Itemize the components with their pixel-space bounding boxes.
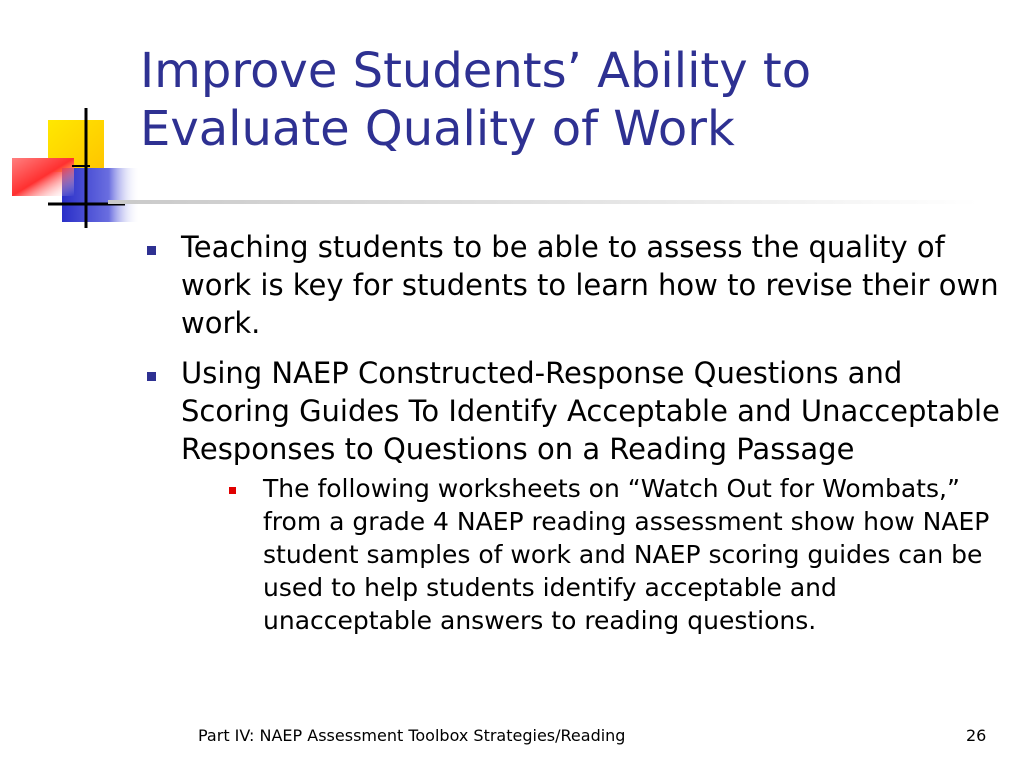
sub-bullet-item (227, 472, 1005, 637)
small-square-bullet-icon (229, 487, 236, 494)
slide-footer (0, 726, 1024, 748)
square-bullet-icon (147, 372, 156, 381)
footer-text: Part IV: NAEP Assessment Toolbox Strategies/Reading (198, 726, 626, 745)
slide-title (140, 42, 1000, 158)
bullet-text: Using NAEP Constructed-Response Questions and Scoring Guides To Identify Acceptable and Unacceptable Responses to Questions on a Reading Passage (181, 356, 1000, 466)
sub-bullet-text: The following worksheets on “Watch Out for Wombats,” from a grade 4 NAEP reading assessment show how NAEP student samples of work and NAEP scoring guides can be used to help students identify acceptable and unacceptable answers to reading questions. (263, 474, 990, 635)
bullet-text: Teaching students to be able to assess the quality of work is key for students to learn how to revise their own work. (181, 230, 999, 340)
page-number: 26 (966, 726, 987, 745)
square-blocks-logo-icon (0, 100, 160, 230)
title-line-1: Improve Students’ Ability to (140, 43, 812, 99)
bullet-item (145, 354, 1005, 637)
title-divider (108, 200, 978, 204)
bullet-list (145, 228, 1005, 649)
square-bullet-icon (147, 246, 156, 255)
bullet-item (145, 228, 1005, 342)
title-line-2: Evaluate Quality of Work (140, 101, 735, 157)
